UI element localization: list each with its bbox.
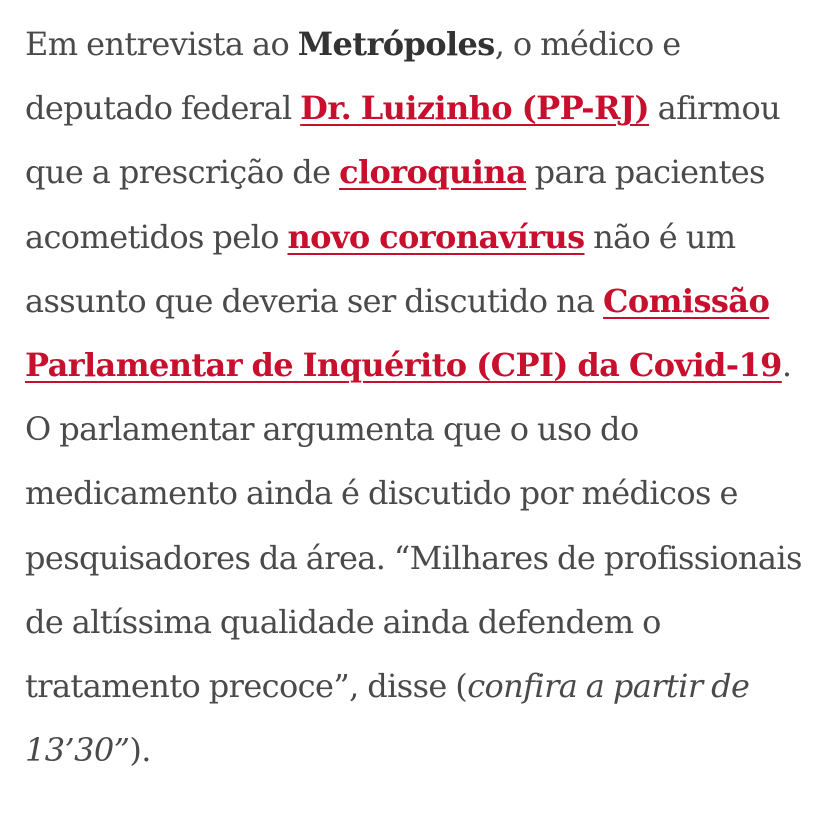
source-name: Metrópoles — [297, 25, 495, 63]
paragraph-text: para pacientes acometidos pelo — [25, 153, 765, 256]
paragraph-text: , o médico e deputado federal — [25, 25, 681, 128]
link-cloroquina[interactable]: cloroquina — [339, 153, 527, 192]
link-dr-luizinho[interactable]: Dr. Luizinho (PP-RJ) — [300, 89, 650, 128]
paragraph-text: afirmou que a prescrição de — [25, 89, 781, 192]
paragraph-text: . O parlamentar argumenta que o uso do medicamento ainda é discutido por médicos e pesquisadores da área. “Milhares de profissionais de altíssima qualidade ainda defendem o tratamento precoce”, disse ( — [25, 346, 802, 706]
link-novo-coronavirus[interactable]: novo coronavírus — [287, 217, 585, 256]
timestamp-note: confira a partir de 13’30” — [25, 667, 750, 770]
paragraph-text: Em entrevista ao — [25, 25, 298, 63]
article-paragraph — [25, 12, 815, 782]
article-body — [25, 12, 815, 782]
paragraph-text: ). — [129, 731, 151, 770]
link-cpi-covid[interactable]: Comissão Parlamentar de Inquérito (CPI) da Covid-19 — [25, 281, 782, 385]
paragraph-text: não é um assunto que deveria ser discutido na — [25, 217, 736, 320]
